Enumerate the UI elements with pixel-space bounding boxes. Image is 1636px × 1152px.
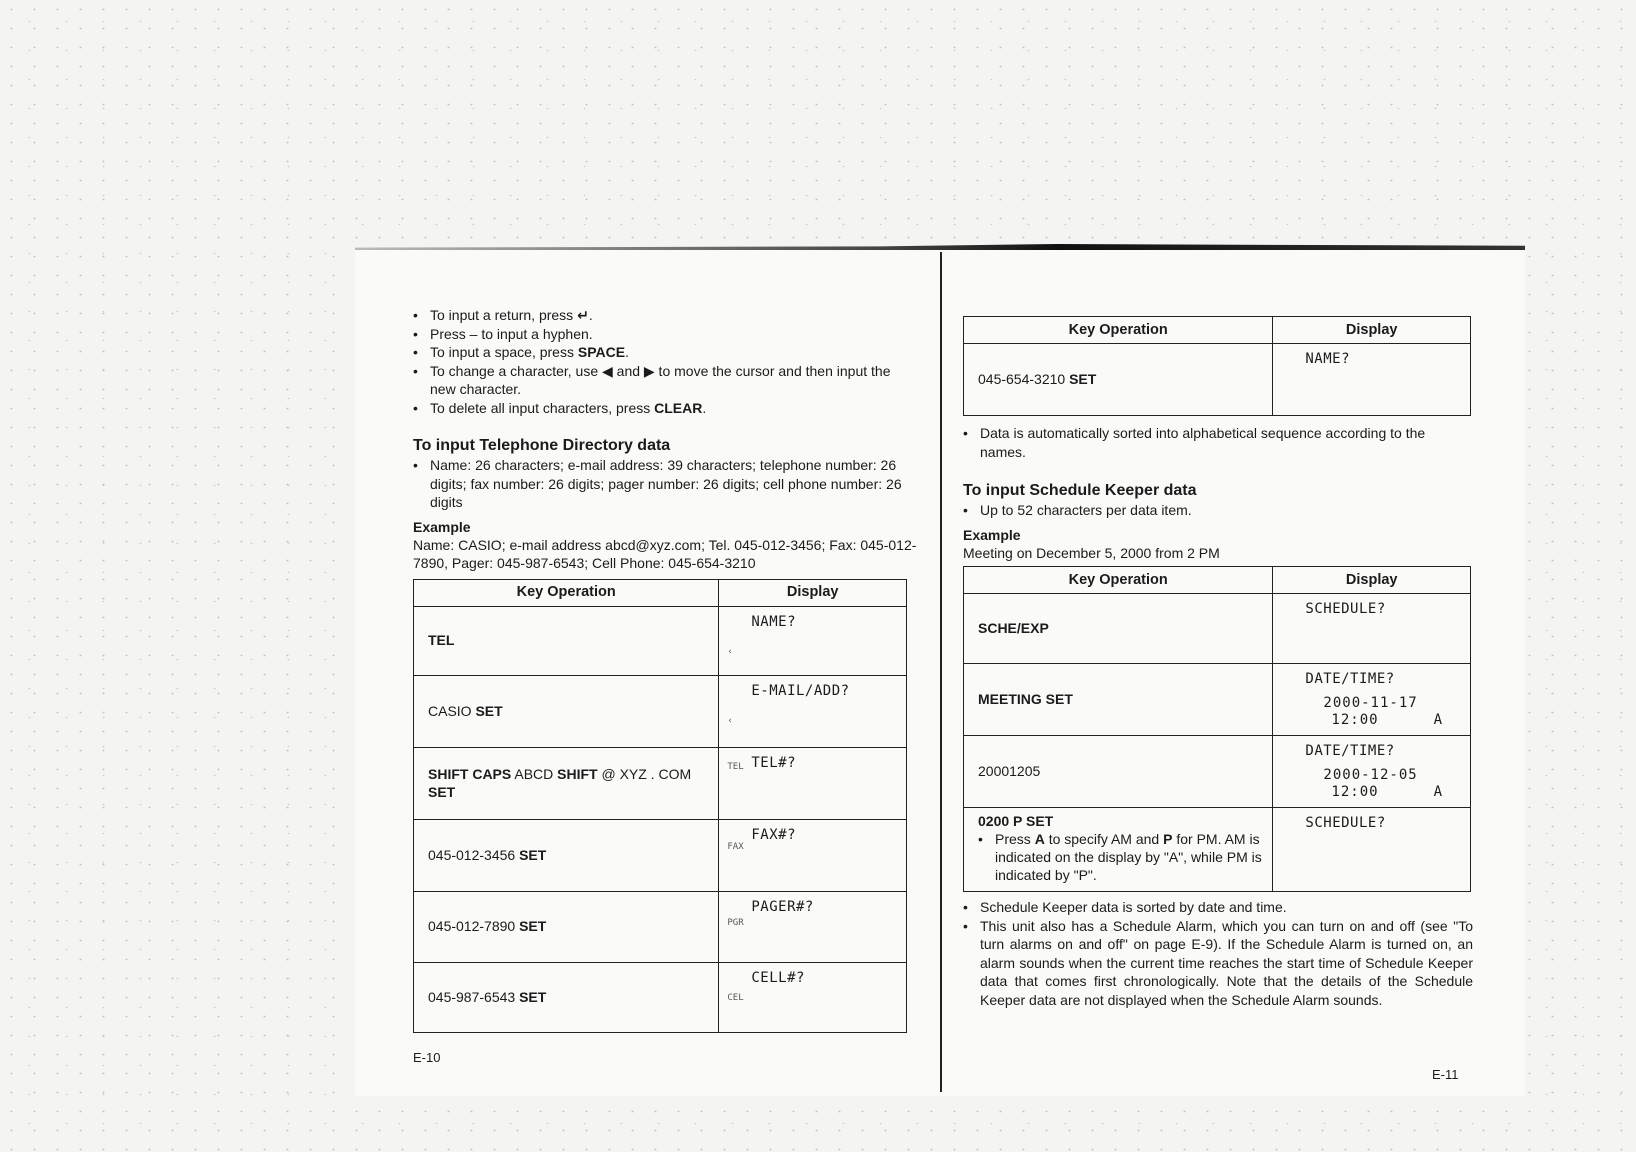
example-text: Meeting on December 5, 2000 from 2 PM xyxy=(963,544,1220,561)
left-page xyxy=(413,306,919,1033)
page-number-left: E-10 xyxy=(413,1050,441,1065)
display-cell: NAME? ‹ xyxy=(719,606,907,675)
key-cell: 20001205 xyxy=(964,736,1273,808)
table-row xyxy=(414,606,907,675)
sort-note: • Data is automatically sorted into alphabetical sequence according to the names. xyxy=(963,424,1473,461)
table-row xyxy=(964,344,1471,416)
display-header: Display xyxy=(1273,317,1471,344)
telephone-directory-heading: To input Telephone Directory data xyxy=(413,437,671,454)
display-cell: CELL#? CEL xyxy=(719,962,907,1032)
schedule-alarm-note: • This unit also has a Schedule Alarm, which you can turn on and off (see "To turn alarms on and off" on page E-9). If the Schedule Alarm is turned on, an alarm sounds when the current time reaches the start time of Schedule Keeper data that comes first chronologically. Note that the details of the Schedule Keeper data are not displayed when the Schedule Alarm sounds. xyxy=(963,917,1473,1010)
display-cell: NAME? xyxy=(1273,344,1471,416)
input-tips-list xyxy=(413,306,919,417)
table-row xyxy=(964,808,1471,892)
key-cell: 045-654-3210 SET xyxy=(964,344,1273,416)
telephone-limits: • Name: 26 characters; e-mail address: 39 characters; telephone number: 26 digits; fax number: 26 digits; pager number: 26 digits; cell phone number: 26 digits xyxy=(413,456,919,512)
schedule-key-table xyxy=(963,566,1471,892)
telephone-limits-list xyxy=(413,456,919,512)
key-operation-header: Key Operation xyxy=(964,317,1273,344)
schedule-limits-list xyxy=(963,501,1473,520)
key-cell: SHIFT CAPS ABCD SHIFT @ XYZ . COM SET xyxy=(414,747,719,819)
telephone-key-table xyxy=(413,579,907,1033)
key-cell: 045-012-7890 SET xyxy=(414,891,719,962)
table-row xyxy=(414,747,907,819)
key-cell: 045-987-6543 SET xyxy=(414,962,719,1032)
display-cell: SCHEDULE? xyxy=(1273,808,1471,892)
key-cell: 045-012-3456 SET xyxy=(414,819,719,891)
key-operation-header: Key Operation xyxy=(414,579,719,606)
page-number-right: E-11 xyxy=(1432,1067,1459,1082)
table-row xyxy=(414,675,907,747)
book-spine xyxy=(940,252,942,1092)
key-cell: 0200 P SET • Press A to specify AM and P for PM. AM is indicated on the display by "A", while PM is indicated by "P". xyxy=(964,808,1273,892)
key-cell: SCHE/EXP xyxy=(964,594,1273,664)
schedule-sort-note: • Schedule Keeper data is sorted by date and time. xyxy=(963,898,1473,917)
key-operation-header: Key Operation xyxy=(964,567,1273,594)
tip-hyphen: • Press – to input a hyphen. xyxy=(413,325,919,344)
key-cell: CASIO SET xyxy=(414,675,719,747)
table-row xyxy=(414,819,907,891)
display-header: Display xyxy=(1273,567,1471,594)
sort-note-list xyxy=(963,424,1473,461)
key-cell: TEL xyxy=(414,606,719,675)
table-row xyxy=(414,962,907,1032)
tip-return: • To input a return, press ↵. xyxy=(413,306,919,325)
display-cell: DATE/TIME? 2000-12-05 12:00 A xyxy=(1273,736,1471,808)
table-row xyxy=(414,891,907,962)
am-pm-note-list xyxy=(978,830,1262,884)
right-page xyxy=(963,316,1473,1009)
schedule-notes-list xyxy=(963,898,1473,1009)
display-cell: FAX#? FAX xyxy=(719,819,907,891)
tip-space: • To input a space, press SPACE. xyxy=(413,343,919,362)
example-label: Example xyxy=(963,526,1021,543)
schedule-limits: • Up to 52 characters per data item. xyxy=(963,501,1473,520)
tip-change-character: • To change a character, use ◀ and ▶ to move the cursor and then input the new character. xyxy=(413,362,919,399)
key-cell: MEETING SET xyxy=(964,664,1273,736)
am-pm-note: • Press A to specify AM and P for PM. AM is indicated on the display by "A", while PM is indicated by "P". xyxy=(978,830,1262,884)
tip-clear: • To delete all input characters, press CLEAR. xyxy=(413,399,919,418)
table-row xyxy=(964,664,1471,736)
cell-phone-key-table xyxy=(963,316,1471,416)
display-header: Display xyxy=(719,579,907,606)
example-text: Name: CASIO; e-mail address abcd@xyz.com; Tel. 045-012-3456; Fax: 045-012-7890, Pager: 045-987-6543; Cell Phone: 045-654-3210 xyxy=(413,536,917,571)
display-cell: SCHEDULE? xyxy=(1273,594,1471,664)
display-cell: E-MAIL/ADD? ‹ xyxy=(719,675,907,747)
schedule-keeper-heading: To input Schedule Keeper data xyxy=(963,482,1197,499)
display-cell: PAGER#? PGR xyxy=(719,891,907,962)
table-row xyxy=(964,594,1471,664)
display-cell: TEL#? TEL xyxy=(719,747,907,819)
table-row xyxy=(964,736,1471,808)
example-label: Example xyxy=(413,518,471,535)
display-cell: DATE/TIME? 2000-11-17 12:00 A xyxy=(1273,664,1471,736)
